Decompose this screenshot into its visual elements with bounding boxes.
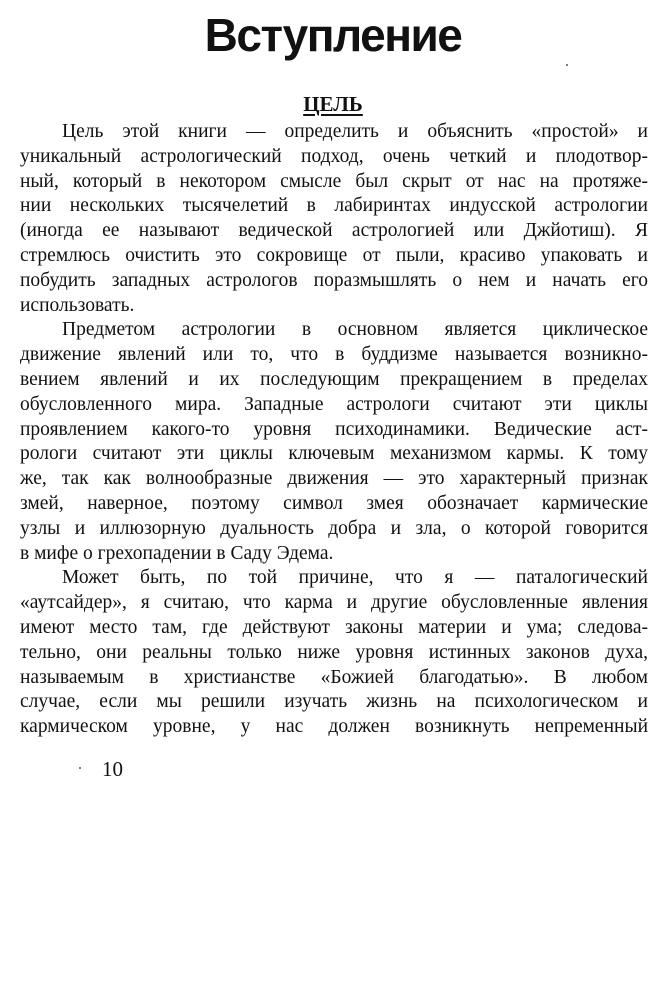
text-line: ный, который в некотором смысле был скрыт от нас на протяже-	[20, 170, 648, 192]
section-heading: ЦЕЛЬ	[303, 92, 363, 116]
text-line: случае, если мы решили изучать жизнь на психологическом и	[20, 691, 648, 713]
text-line: узлы и иллюзорную дуальность добра и зла, о которой говорится	[20, 517, 648, 539]
text-line: имеют место там, где действуют законы материи и ума; следова-	[20, 616, 648, 638]
text-line: называемым в христианстве «Божией благодатью». В любом	[20, 666, 648, 688]
body-text	[20, 120, 648, 740]
text-line: нии нескольких тысячелетий в лабиринтах индусской астрологии	[20, 195, 648, 217]
text-line: стремлюсь очистить это сокровище от пыли, красиво упаковать и	[20, 244, 648, 266]
text-line: Предметом астрологии в основном является циклическое	[62, 319, 648, 341]
text-line: обусловленного мира. Западные астрологи считают эти циклы	[20, 393, 648, 415]
scan-speck	[79, 767, 81, 769]
text-line: (иногда ее называют ведической астрологией или Джйотиш). Я	[20, 220, 648, 242]
scan-speck	[566, 64, 568, 66]
page-number: 10	[102, 757, 123, 781]
text-line: же, так как волнообразные движения — это характерный признак	[20, 468, 648, 490]
text-line: использовать.	[20, 294, 135, 316]
text-line: проявлением какого-то уровня психодинамики. Ведические аст-	[20, 418, 648, 440]
text-line: в мифе о грехопадении в Саду Эдема.	[20, 542, 334, 564]
text-line: Может быть, по той причине, что я — паталогический	[62, 567, 648, 589]
text-line: змей, наверное, поэтому символ змея обозначает кармические	[20, 492, 648, 514]
text-line: рологи считают эти циклы ключевым механизмом кармы. К тому	[20, 443, 648, 465]
text-line: уникальный астрологический подход, очень четкий и плодотвор-	[20, 145, 648, 167]
text-line: «аутсайдер», я считаю, что карма и другие обусловленные явления	[20, 592, 648, 614]
text-line: побудить западных астрологов поразмышлять о нем и начать его	[20, 269, 648, 291]
page-title: Вступление	[204, 9, 462, 61]
text-line: Цель этой книги — определить и объяснить «простой» и	[62, 121, 648, 142]
text-line: вением явлений и их последующим прекращением в пределах	[20, 368, 648, 390]
text-line: тельно, они реальны только ниже уровня истинных законов духа,	[20, 641, 648, 663]
text-line: движение явлений или то, что в буддизме называется возникно-	[20, 344, 648, 366]
text-line: кармическом уровне, у нас должен возникнуть непременный	[20, 716, 648, 738]
